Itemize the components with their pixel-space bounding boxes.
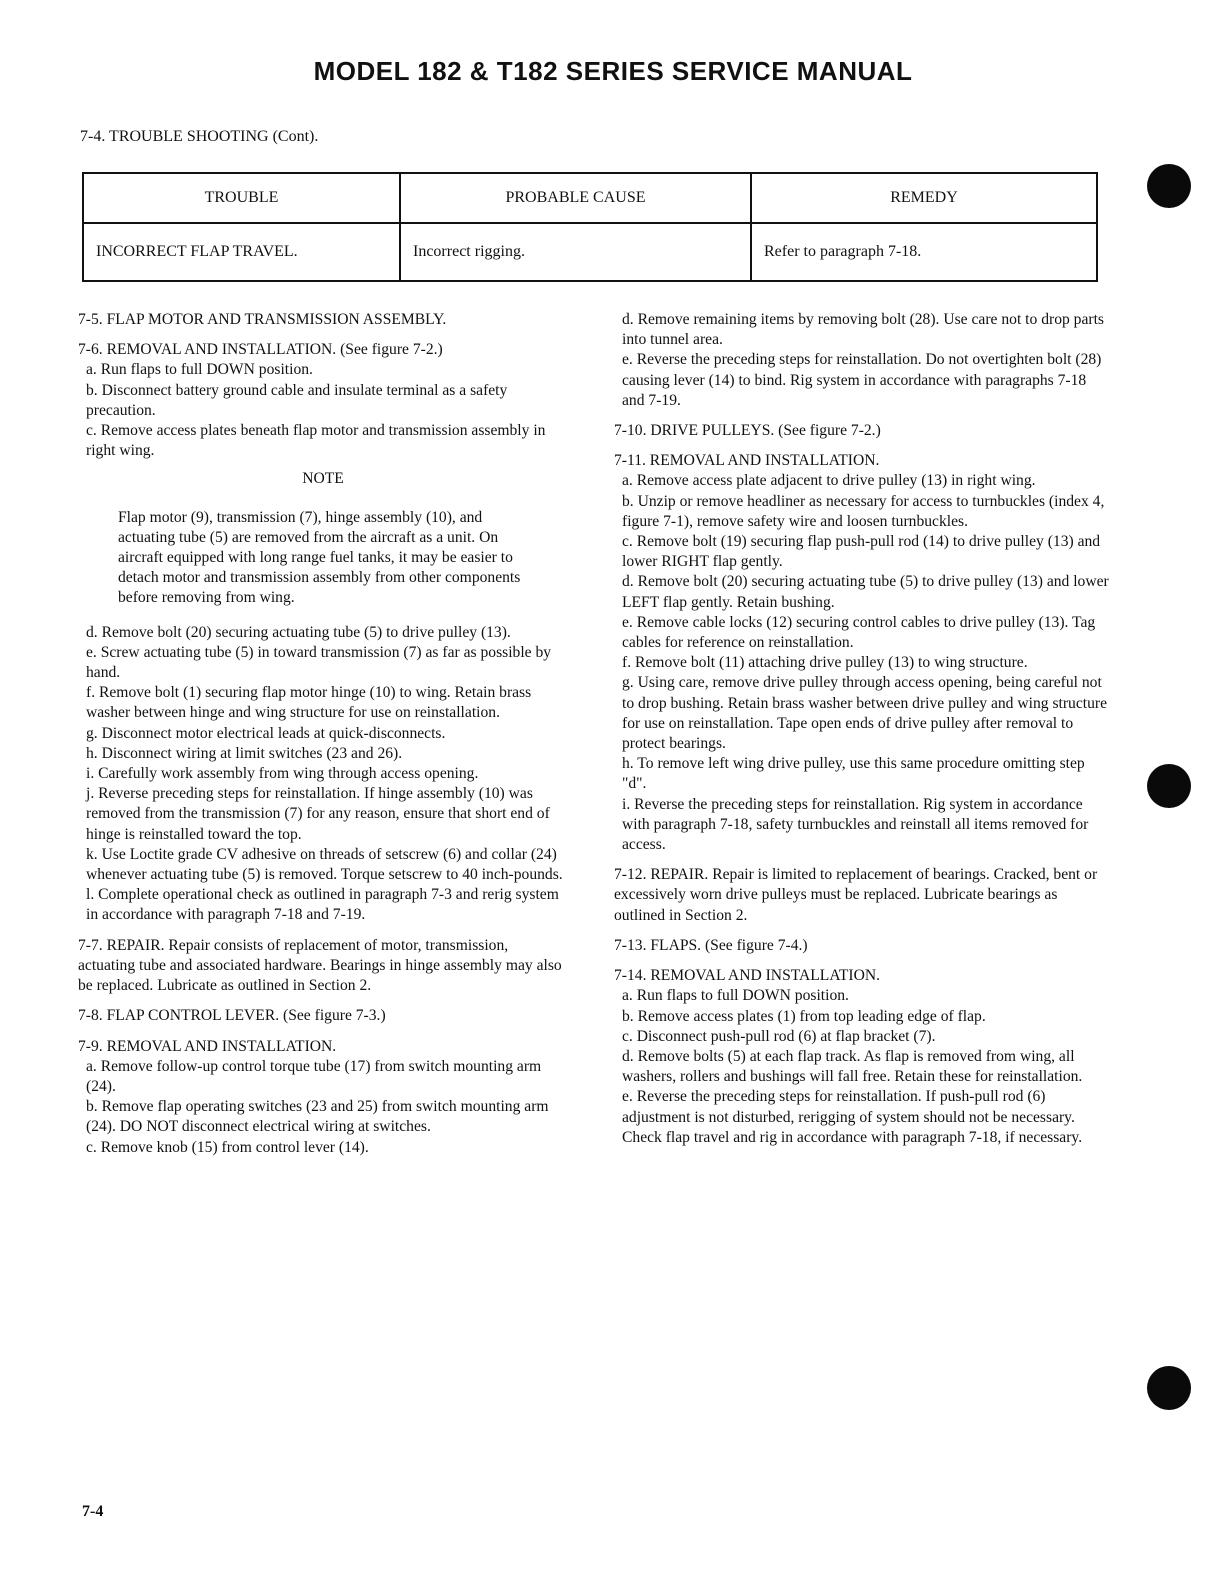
heading-7-9: 7-9. REMOVAL AND INSTALLATION. xyxy=(78,1037,337,1055)
step-7-11-g: g. Using care, remove drive pulley through access opening, being careful not to drop bushing. Retain brass washer between drive pulley and wing structure for use on reinstallation. Tape open ends of drive pulley after removal to protect bearings. xyxy=(622,674,1108,753)
heading-7-13: 7-13. FLAPS. (See figure 7-4.) xyxy=(614,936,808,954)
step-7-11-f: f. Remove bolt (11) attaching drive pulley (13) to wing structure. xyxy=(622,654,1028,672)
page-number: 7-4 xyxy=(82,1503,104,1520)
col-header-trouble: TROUBLE xyxy=(83,173,400,223)
step-7-6-b: b. Disconnect battery ground cable and insulate terminal as a safety precaution. xyxy=(86,381,508,419)
section-title: 7-4. TROUBLE SHOOTING (Cont). xyxy=(80,128,319,145)
step-7-14-b: b. Remove access plates (1) from top leading edge of flap. xyxy=(622,1007,986,1025)
table-row xyxy=(83,223,1097,281)
heading-7-14: 7-14. REMOVAL AND INSTALLATION. xyxy=(614,967,880,985)
step-7-9-b: b. Remove flap operating switches (23 and 25) from switch mounting arm (24). DO NOT disconnect electrical wiring at switches. xyxy=(86,1098,549,1136)
col-header-remedy: REMEDY xyxy=(751,173,1097,223)
heading-7-8: 7-8. FLAP CONTROL LEVER. (See figure 7-3.) xyxy=(78,1007,386,1025)
step-7-11-b: b. Unzip or remove headliner as necessary for access to turnbuckles (index 4, figure 7-1), remove safety wire and loosen turnbuckles. xyxy=(622,492,1105,530)
binder-hole-mark xyxy=(1147,764,1191,808)
step-7-11-a: a. Remove access plate adjacent to drive pulley (13) in right wing. xyxy=(622,472,1036,490)
step-7-14-e: e. Reverse the preceding steps for reinstallation. If push-pull rod (6) adjustment is not disturbed, rerigging of system should not be necessary. Check flap travel and rig in accordance with paragraph 7-18, if necessary. xyxy=(622,1088,1083,1146)
cell-probable-cause: Incorrect rigging. xyxy=(400,223,751,281)
step-7-9-d: d. Remove remaining items by removing bolt (28). Use care not to drop parts into tunnel area. xyxy=(622,311,1104,349)
page-header: MODEL 182 & T182 SERIES SERVICE MANUAL xyxy=(313,56,913,86)
step-7-14-d: d. Remove bolts (5) at each flap track. As flap is removed from wing, all washers, rollers and bushings will fall free. Retain these for reinstallation. xyxy=(622,1047,1083,1086)
step-7-9-a: a. Remove follow-up control torque tube (17) from switch mounting arm (24). xyxy=(86,1057,542,1095)
step-7-6-h: h. Disconnect wiring at limit switches (23 and 26). xyxy=(86,744,403,762)
step-7-6-c: c. Remove access plates beneath flap motor and transmission assembly in right wing. xyxy=(86,422,546,460)
step-7-11-e: e. Remove cable locks (12) securing control cables to drive pulley (13). Tag cables for reference on reinstallation. xyxy=(622,613,1096,652)
step-7-9-e: e. Reverse the preceding steps for reinstallation. Do not overtighten bolt (28) causing lever (14) to bind. Rig system in accordance with paragraphs 7-18 and 7-19. xyxy=(622,351,1102,409)
step-7-11-h: h. To remove left wing drive pulley, use this same procedure omitting step "d". xyxy=(622,755,1085,793)
step-7-6-k: k. Use Loctite grade CV adhesive on threads of setscrew (6) and collar (24) whenever actuating tube (5) is removed. Torque setscrew to 40 inch-pounds. xyxy=(86,845,563,884)
note-title: NOTE xyxy=(302,470,344,488)
heading-7-5: 7-5. FLAP MOTOR AND TRANSMISSION ASSEMBLY. xyxy=(78,311,447,328)
step-7-6-j: j. Reverse preceding steps for reinstallation. If hinge assembly (10) was removed from the transmission (7) for any reason, ensure that short end of hinge is reinstalled toward the top. xyxy=(86,785,550,843)
step-7-9-c: c. Remove knob (15) from control lever (14). xyxy=(86,1138,369,1156)
step-7-14-c: c. Disconnect push-pull rod (6) at flap bracket (7). xyxy=(622,1027,936,1045)
paragraph-7-12: 7-12. REPAIR. Repair is limited to replacement of bearings. Cracked, bent or excessively worn drive pulleys must be replaced. Lubricate bearings as outlined in Section 2. xyxy=(614,866,1098,924)
step-7-6-f: f. Remove bolt (1) securing flap motor hinge (10) to wing. Retain brass washer between hinge and wing structure for use on reinstallation. xyxy=(86,684,532,722)
step-7-6-g: g. Disconnect motor electrical leads at quick-disconnects. xyxy=(86,724,446,742)
binder-hole-mark xyxy=(1147,164,1191,208)
step-7-11-c: c. Remove bolt (19) securing flap push-pull rod (14) to drive pulley (13) and lower RIGHT flap gently. xyxy=(622,533,1101,571)
col-header-probable-cause: PROBABLE CAUSE xyxy=(400,173,751,223)
heading-7-10: 7-10. DRIVE PULLEYS. (See figure 7-2.) xyxy=(614,422,881,440)
step-7-6-e: e. Screw actuating tube (5) in toward transmission (7) as far as possible by hand. xyxy=(86,643,552,682)
trouble-shooting-table xyxy=(82,172,1098,282)
binder-hole-mark xyxy=(1147,1366,1191,1410)
cell-trouble: INCORRECT FLAP TRAVEL. xyxy=(83,223,400,281)
step-7-6-l: l. Complete operational check as outlined in paragraph 7-3 and rerig system in accordance with paragraph 7-18 and 7-19. xyxy=(86,886,559,924)
heading-7-6: 7-6. REMOVAL AND INSTALLATION. (See figure 7-2.) xyxy=(78,341,443,359)
step-7-6-a: a. Run flaps to full DOWN position. xyxy=(86,361,313,379)
step-7-11-d: d. Remove bolt (20) securing actuating tube (5) to drive pulley (13) and lower LEFT flap gently. Retain bushing. xyxy=(622,573,1109,611)
left-column xyxy=(78,310,568,1158)
step-7-14-a: a. Run flaps to full DOWN position. xyxy=(622,987,849,1005)
step-7-6-d: d. Remove bolt (20) securing actuating tube (5) to drive pulley (13). xyxy=(86,623,511,641)
cell-remedy: Refer to paragraph 7-18. xyxy=(751,223,1097,281)
step-7-11-i: i. Reverse the preceding steps for reinstallation. Rig system in accordance with paragraph 7-18, safety turnbuckles and reinstall all items removed for access. xyxy=(622,795,1089,854)
table-header-row xyxy=(83,173,1097,223)
paragraph-7-7: 7-7. REPAIR. Repair consists of replacement of motor, transmission, actuating tube and associated hardware. Bearings in hinge assembly may also be replaced. Lubricate as outlined in Section 2. xyxy=(78,936,562,995)
note-body: Flap motor (9), transmission (7), hinge assembly (10), and actuating tube (5) are removed from the aircraft as a unit. On aircraft equipped with long range fuel tanks, it may be easier to detach motor and transmission assembly from other components before removing from wing. xyxy=(118,508,521,607)
heading-7-11: 7-11. REMOVAL AND INSTALLATION. xyxy=(614,452,880,470)
right-column xyxy=(614,310,1110,1148)
step-7-6-i: i. Carefully work assembly from wing through access opening. xyxy=(86,765,479,783)
